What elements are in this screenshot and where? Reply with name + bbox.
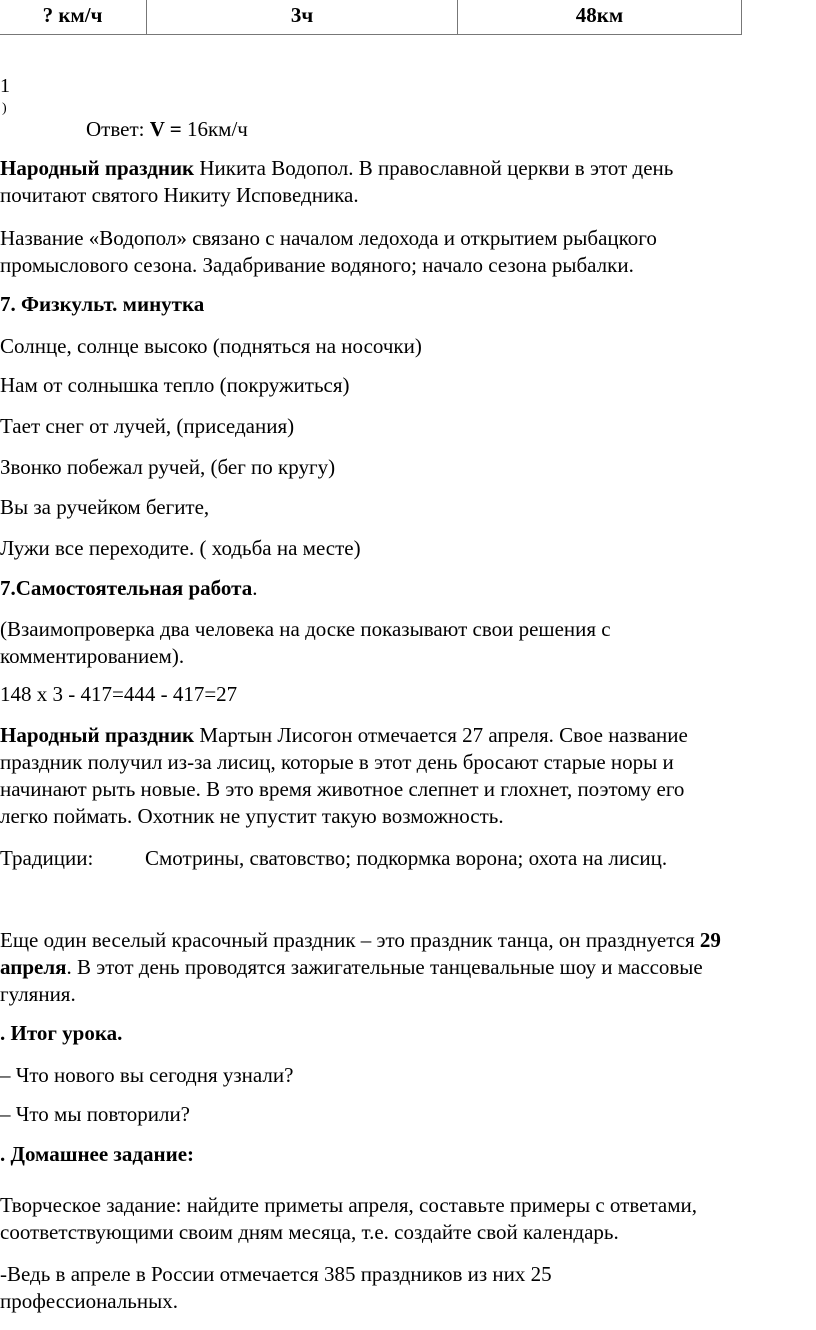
fizkult-heading: 7. Физкульт. минутка (0, 292, 205, 316)
holiday1-name-line2: промыслового сезона. Задабривание водяного; начало сезона рыбалки. (0, 253, 634, 277)
holiday1-line1 (0, 155, 673, 182)
table-cell-time: 3ч (146, 0, 457, 34)
table-cell-distance: 48км (457, 0, 741, 34)
holiday1-bold: Народный праздник (0, 156, 195, 180)
fizkult-line: Лужи все переходите. ( ходьба на месте) (0, 536, 361, 560)
fizkult-line: Солнце, солнце высоко (подняться на носочки) (0, 334, 422, 358)
traditions-label: Традиции: (0, 846, 94, 870)
summary-question: – Что нового вы сегодня узнали? (0, 1063, 294, 1087)
homework-heading: . Домашнее задание: (0, 1142, 195, 1166)
answer-variable: V = (149, 117, 182, 141)
homework-line3: -Ведь в апреле в России отмечается 385 праздников из них 25 (0, 1262, 552, 1286)
holiday2-bold: Народный праздник (0, 723, 195, 747)
answer-value: 16км/ч (186, 117, 248, 141)
dance-text1: Еще один веселый красочный праздник – это праздник танца, он празднуется (0, 928, 700, 952)
fizkult-line: Вы за ручейком бегите, (0, 495, 210, 519)
dance-text2: . В этот день проводятся зажигательные танцевальные шоу и массовые (66, 955, 703, 979)
selfwork-equation: 148 х 3 - 417=444 - 417=27 (0, 682, 238, 706)
answer-line (86, 116, 248, 143)
homework-line4: профессиональных. (0, 1289, 178, 1313)
footnote-number: 1 (0, 75, 10, 97)
dance-date-day: 29 (699, 928, 721, 952)
homework-line1: Творческое задание: найдите приметы апреля, составьте примеры с ответами, (0, 1193, 697, 1217)
dance-line3: гуляния. (0, 982, 76, 1006)
dance-line2 (0, 954, 703, 981)
table-cell-speed: ? км/ч (42, 3, 103, 27)
selfwork-line2: комментированием). (0, 644, 185, 668)
selfwork-dot: . (252, 576, 258, 600)
holiday2-line4: легко поймать. Охотник не упустит такую возможность. (0, 804, 504, 828)
selfwork-heading: 7.Самостоятельная работа (0, 576, 253, 600)
summary-heading: . Итог урока. (0, 1021, 123, 1045)
holiday1-line2: почитают святого Никиту Исповедника. (0, 183, 359, 207)
dance-date-month: апреля (0, 955, 67, 979)
selfwork-line1: (Взаимопроверка два человека на доске показывают свои решения с (0, 617, 611, 641)
fizkult-line: Тает снег от лучей, (приседания) (0, 414, 295, 438)
selfwork-heading-line (0, 575, 257, 602)
traditions-text: Смотрины, сватовство; подкормка ворона; охота на лисиц. (145, 846, 668, 870)
dance-line1 (0, 927, 721, 954)
homework-line2: соответствующими своим дням месяца, т.е. создайте свой календарь. (0, 1220, 619, 1244)
holiday1-name-line1: Название «Водопол» связано с началом ледохода и открытием рыбацкого (0, 226, 657, 250)
holiday2-line1 (0, 722, 688, 749)
answer-label: Ответ: (86, 117, 145, 141)
holiday2-line3: начинают рыть новые. В это время животное слепнет и глохнет, поэтому его (0, 777, 685, 801)
fizkult-line: Нам от солнышка тепло (покружиться) (0, 373, 350, 397)
holiday2-text: Мартын Лисогон отмечается 27 апреля. Свое название (194, 723, 688, 747)
fizkult-line: Звонко побежал ручей, (бег по кругу) (0, 455, 336, 479)
summary-question: – Что мы повторили? (0, 1102, 191, 1126)
footnote-paren: ) (2, 101, 7, 116)
holiday2-line2: праздник получил из-за лисиц, которые в этот день бросают старые норы и (0, 750, 674, 774)
speed-table (0, 0, 742, 35)
holiday1-text: Никита Водопол. В православной церкви в этот день (194, 156, 674, 180)
